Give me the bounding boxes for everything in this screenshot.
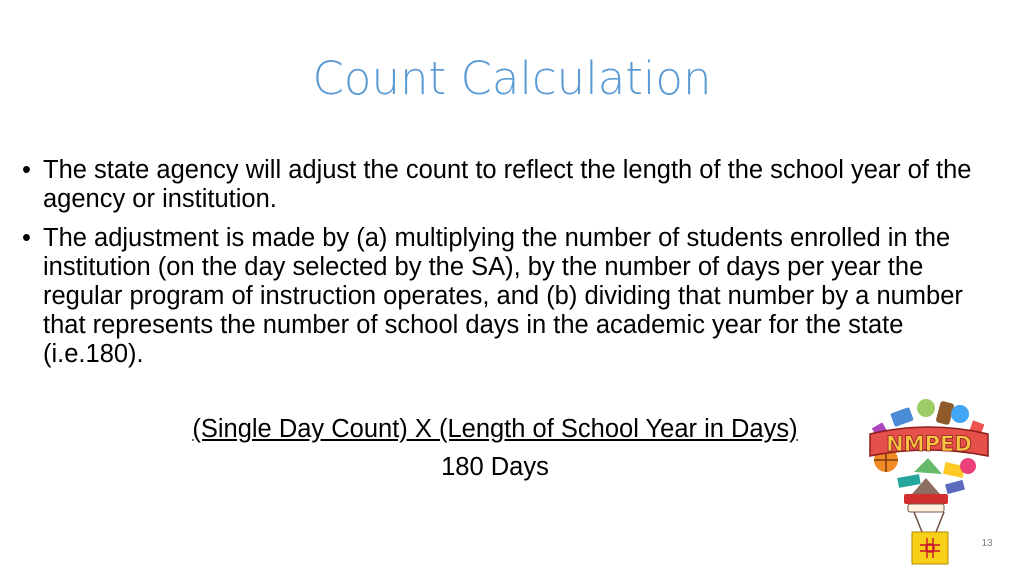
- logo-banner: [870, 427, 988, 456]
- formula-numerator: (Single Day Count) X (Length of School Year in Days): [192, 415, 798, 443]
- bullet-marker: •: [22, 224, 31, 252]
- bullet-item: [22, 156, 1007, 214]
- bullet-item: [22, 224, 1007, 369]
- bullet-text: The adjustment is made by (a) multiplying the number of students enrolled in the institution (on the day selected by the SA), by the number of days per year the regular program of instruction operates, and (b) dividing that number by a number that represents the number of school days in the academic year for the state (i.e.180).: [43, 224, 963, 368]
- slide-title: Count Calculation: [312, 52, 712, 105]
- bullet-text: The state agency will adjust the count to reflect the length of the school year of the agency or institution.: [43, 156, 972, 213]
- bullet-marker: •: [22, 156, 31, 184]
- page-number: 13: [981, 538, 993, 549]
- new-mexico-flag-icon: [912, 532, 948, 564]
- bullet-list: [22, 156, 1007, 379]
- logo-text: NMPED: [886, 432, 972, 456]
- formula-denominator: 180 Days: [441, 453, 549, 481]
